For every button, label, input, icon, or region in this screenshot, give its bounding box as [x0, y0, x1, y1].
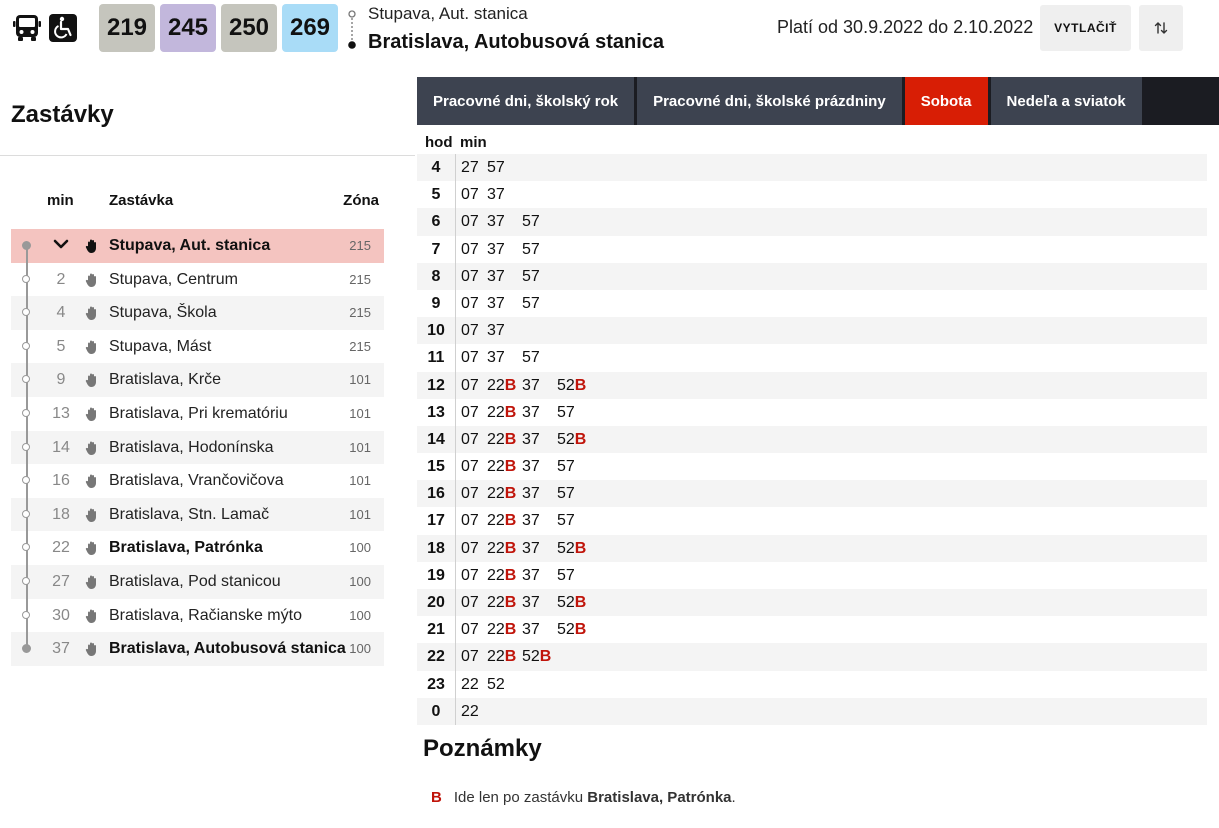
departure-minute[interactable]: 22B	[487, 621, 517, 639]
line-badge[interactable]: 269	[282, 4, 338, 52]
wheelchair-icon	[48, 12, 78, 44]
note-text: Ide len po zastávku	[453, 789, 588, 806]
note-marker: B	[504, 376, 517, 394]
stop-row[interactable]	[11, 263, 384, 297]
request-stop-icon	[85, 608, 99, 624]
stop-name: Bratislava, Vrančovičova	[109, 472, 284, 490]
departure-minute[interactable]: 22B	[487, 512, 517, 530]
departure-minute[interactable]: 37	[522, 594, 540, 611]
stop-dot	[22, 308, 30, 316]
departure-minute[interactable]: 37	[522, 403, 540, 421]
validity-period: Platí od 30.9.2022 do 2.10.2022	[777, 17, 1034, 37]
column-separator	[455, 372, 456, 399]
stop-zone: 215	[349, 338, 371, 354]
departure-minute[interactable]: 37	[522, 485, 540, 503]
hour-cell: 16	[427, 485, 445, 503]
stop-minute: 13	[52, 404, 70, 422]
stop-row[interactable]	[11, 431, 384, 465]
minutes-cell	[461, 344, 557, 371]
stop-row[interactable]	[11, 363, 384, 397]
minutes-cell	[461, 671, 522, 698]
stop-dot	[22, 409, 30, 417]
stop-name: Stupava, Škola	[109, 304, 217, 322]
stop-dot	[22, 543, 30, 551]
timetable-row	[417, 589, 1207, 616]
minutes-cell	[461, 154, 522, 181]
line-badge[interactable]: 250	[221, 4, 277, 52]
minutes-cell	[461, 535, 592, 562]
departure-minute[interactable]: 52B	[557, 376, 587, 394]
line-badges	[99, 4, 338, 52]
col-zone: Zóna	[343, 192, 379, 209]
minutes-cell	[461, 507, 592, 534]
minutes-cell	[461, 589, 592, 616]
departure-minute[interactable]: 52B	[522, 648, 552, 666]
note-marker: B	[504, 485, 517, 503]
departure-minute[interactable]: 07	[461, 458, 479, 476]
line-badge[interactable]: 245	[160, 4, 216, 52]
column-separator	[455, 453, 456, 480]
departure-minute[interactable]: 07	[461, 213, 479, 231]
divider	[0, 155, 415, 156]
hour-cell: 6	[431, 213, 441, 231]
hour-cell: 23	[427, 675, 445, 693]
timetable-row	[417, 480, 1207, 507]
note-marker: B	[504, 648, 517, 666]
stop-minute: 27	[52, 572, 70, 590]
stop-dot	[22, 476, 30, 484]
departure-minute[interactable]: 22B	[487, 430, 517, 448]
route-to: Bratislava, Autobusová stanica	[368, 31, 665, 53]
hour-cell: 0	[431, 702, 441, 720]
minutes-cell	[461, 263, 557, 290]
stop-dot	[22, 611, 30, 619]
request-stop-icon	[85, 574, 99, 590]
stop-dot	[22, 510, 30, 518]
stop-minute: 2	[56, 270, 66, 288]
request-stop-icon	[85, 540, 99, 556]
minutes-cell	[461, 698, 487, 725]
col-stop: Zastávka	[109, 192, 174, 209]
hour-cell: 13	[427, 403, 445, 421]
note-marker: B	[574, 594, 587, 611]
departure-minute[interactable]: 22B	[487, 485, 517, 503]
stop-row[interactable]	[11, 330, 384, 364]
stop-zone: 101	[349, 372, 371, 388]
departure-minute[interactable]: 57	[522, 267, 540, 285]
departure-minute[interactable]: 37	[522, 621, 540, 639]
departure-minute[interactable]: 27	[461, 159, 479, 176]
header	[0, 0, 1219, 70]
stop-row[interactable]	[11, 565, 384, 599]
stop-dot	[22, 577, 30, 585]
stop-name: Bratislava, Stn. Lamač	[109, 505, 270, 523]
day-type-tabs	[417, 77, 1219, 125]
stop-zone: 101	[349, 439, 371, 455]
departure-minute[interactable]: 37	[487, 186, 505, 204]
column-separator	[455, 263, 456, 290]
print-button[interactable]: VYTLAČIŤ	[1040, 5, 1131, 51]
stop-dot	[22, 342, 30, 350]
stops-table-header	[11, 192, 384, 212]
note-marker: B	[504, 430, 517, 448]
request-stop-icon	[85, 339, 99, 355]
stop-zone: 101	[349, 473, 371, 489]
stop-zone: 215	[349, 271, 371, 287]
hour-cell: 18	[427, 539, 445, 557]
minutes-cell	[461, 426, 592, 453]
departure-minute[interactable]: 07	[461, 539, 479, 557]
tab[interactable]: Sobota	[905, 77, 988, 125]
hour-cell: 10	[427, 322, 445, 340]
hour-cell: 21	[427, 621, 445, 639]
hour-cell: 7	[431, 240, 441, 258]
request-stop-icon	[85, 440, 99, 456]
note-marker: B	[504, 566, 517, 584]
hour-cell: 8	[431, 267, 441, 285]
timetable-row	[417, 616, 1207, 643]
column-separator	[455, 154, 456, 181]
departure-minute[interactable]: 22B	[487, 566, 517, 584]
departure-minute[interactable]: 07	[461, 322, 479, 340]
departure-minute[interactable]: 07	[461, 594, 479, 611]
column-separator	[455, 208, 456, 235]
note-marker: B	[574, 621, 587, 639]
minutes-cell	[461, 372, 592, 399]
bus-icon	[12, 12, 42, 44]
note-marker: B	[504, 458, 517, 476]
stop-row[interactable]	[11, 531, 384, 565]
stop-dot	[22, 275, 30, 283]
stop-name: Bratislava, Hodonínska	[109, 438, 274, 456]
column-separator	[455, 589, 456, 616]
stop-minute: 30	[52, 606, 70, 624]
departure-minute[interactable]: 07	[461, 430, 479, 448]
hour-cell: 14	[427, 430, 445, 448]
col-hour: hod	[425, 134, 453, 151]
note-marker: B	[504, 403, 517, 421]
request-stop-icon	[85, 238, 99, 254]
departure-minute[interactable]: 37	[487, 349, 505, 367]
note-item	[431, 789, 736, 806]
departure-minute[interactable]: 07	[461, 186, 479, 204]
request-stop-icon	[85, 372, 99, 388]
stop-zone: 100	[349, 573, 371, 589]
column-separator	[455, 426, 456, 453]
route-from: Stupava, Aut. stanica	[368, 4, 528, 23]
timetable-row	[417, 263, 1207, 290]
note-marker: B	[504, 621, 517, 639]
swap-direction-icon	[1154, 21, 1168, 35]
hour-cell: 15	[427, 458, 445, 476]
departure-minute[interactable]: 07	[461, 240, 479, 258]
stop-zone: 100	[349, 607, 371, 623]
stop-name: Bratislava, Patrónka	[109, 539, 263, 557]
timetable-row	[417, 535, 1207, 562]
stop-dot	[22, 443, 30, 451]
column-separator	[455, 671, 456, 698]
timetable-row	[417, 236, 1207, 263]
timetable-row	[417, 507, 1207, 534]
minutes-cell	[461, 616, 592, 643]
note-marker: B	[504, 512, 517, 530]
minutes-cell	[461, 317, 522, 344]
swap-direction-button[interactable]	[1139, 5, 1183, 51]
hour-cell: 22	[427, 648, 445, 666]
departure-minute[interactable]: 07	[461, 485, 479, 503]
column-separator	[455, 480, 456, 507]
stop-name: Bratislava, Pri krematóriu	[109, 404, 288, 422]
note-key: B	[431, 789, 442, 806]
column-separator	[455, 616, 456, 643]
minutes-cell	[461, 562, 592, 589]
stop-dot	[22, 375, 30, 383]
column-separator	[455, 344, 456, 371]
timetable-row	[417, 181, 1207, 208]
timetable-row	[417, 290, 1207, 317]
minutes-cell	[461, 290, 557, 317]
stop-name: Bratislava, Krče	[109, 371, 222, 389]
departure-minute[interactable]: 37	[522, 458, 540, 476]
departure-minute[interactable]: 57	[557, 485, 575, 503]
departure-minute[interactable]: 57	[522, 294, 540, 312]
route-line-icon	[346, 9, 358, 51]
column-separator	[455, 562, 456, 589]
stop-minute: 22	[52, 539, 70, 557]
column-separator	[455, 507, 456, 534]
departure-minute[interactable]: 07	[461, 376, 479, 394]
stop-zone: 215	[349, 238, 371, 253]
stop-name: Stupava, Aut. stanica	[109, 237, 271, 254]
stop-dot	[22, 241, 31, 250]
stop-row[interactable]	[11, 464, 384, 498]
timetable-row	[417, 317, 1207, 344]
note-marker: B	[574, 539, 587, 557]
note-marker: B	[504, 539, 517, 557]
timetable-row	[417, 698, 1207, 725]
request-stop-icon	[85, 305, 99, 321]
departure-minute[interactable]: 37	[522, 512, 540, 530]
stop-minute: 4	[56, 304, 66, 322]
stop-name: Stupava, Mást	[109, 337, 212, 355]
departure-minute[interactable]: 22B	[487, 648, 517, 666]
stop-row[interactable]	[11, 632, 384, 666]
minutes-cell	[461, 399, 592, 426]
hour-cell: 5	[431, 186, 441, 204]
departure-minute[interactable]: 07	[461, 648, 479, 666]
departure-minute[interactable]: 52B	[557, 594, 587, 611]
request-stop-icon	[85, 406, 99, 422]
stops-title: Zastávky	[11, 101, 114, 128]
stop-zone: 101	[349, 506, 371, 522]
departure-minute[interactable]: 37	[487, 267, 505, 285]
hour-cell: 12	[427, 376, 445, 394]
chevron-down-icon[interactable]	[53, 238, 69, 250]
stop-minute: 14	[52, 438, 70, 456]
timetable-header	[417, 131, 1207, 153]
stop-dot	[22, 644, 31, 653]
col-min: min	[47, 192, 74, 209]
timetable-row	[417, 154, 1207, 181]
timetable	[417, 154, 1207, 725]
departure-minute[interactable]: 07	[461, 403, 479, 421]
minutes-cell	[461, 480, 592, 507]
stop-name: Bratislava, Autobusová stanica	[109, 640, 346, 658]
departure-minute[interactable]: 22B	[487, 376, 517, 394]
departure-minute[interactable]: 52B	[557, 621, 587, 639]
departure-minute[interactable]: 57	[487, 159, 505, 176]
stop-name: Stupava, Centrum	[109, 270, 238, 288]
request-stop-icon	[85, 473, 99, 489]
stop-minute: 16	[52, 472, 70, 490]
stop-row[interactable]	[11, 296, 384, 330]
timetable-row	[417, 399, 1207, 426]
stop-row[interactable]	[11, 397, 384, 431]
column-separator	[455, 643, 456, 670]
stop-minute: 18	[52, 505, 70, 523]
stop-zone: 101	[349, 405, 371, 421]
hour-cell: 9	[431, 294, 441, 312]
note-marker: B	[574, 376, 587, 394]
departure-minute[interactable]: 22B	[487, 458, 517, 476]
column-separator	[455, 698, 456, 725]
departure-minute[interactable]: 37	[487, 240, 505, 258]
departure-minute[interactable]: 07	[461, 294, 479, 312]
stop-row[interactable]	[11, 498, 384, 532]
minutes-cell	[461, 453, 592, 480]
tab[interactable]: Pracovné dni, školské prázdniny	[637, 77, 902, 125]
departure-minute[interactable]: 22B	[487, 539, 517, 557]
departure-minute[interactable]: 07	[461, 566, 479, 584]
minutes-cell	[461, 236, 557, 263]
timetable-row	[417, 372, 1207, 399]
stop-minute: 5	[56, 337, 66, 355]
departure-minute[interactable]: 37	[487, 322, 505, 340]
timetable-row	[417, 208, 1207, 235]
stops-list	[11, 229, 384, 666]
request-stop-icon	[85, 272, 99, 288]
departure-minute[interactable]: 22	[461, 702, 479, 720]
departure-minute[interactable]: 52B	[557, 430, 587, 448]
hour-cell: 19	[427, 566, 445, 584]
departure-minute[interactable]: 22	[461, 675, 479, 693]
request-stop-icon	[85, 507, 99, 523]
departure-minute[interactable]: 37	[522, 566, 540, 584]
mode-icons	[12, 12, 78, 44]
line-badge[interactable]: 219	[99, 4, 155, 52]
hour-cell: 11	[427, 349, 445, 367]
hour-cell: 20	[427, 594, 445, 611]
departure-minute[interactable]: 52	[487, 675, 505, 693]
departure-minute[interactable]: 57	[522, 213, 540, 231]
stop-zone: 100	[349, 641, 371, 657]
hour-cell: 4	[431, 159, 441, 176]
departure-minute[interactable]: 07	[461, 267, 479, 285]
departure-minute[interactable]: 57	[522, 240, 540, 258]
note-marker: B	[504, 594, 517, 611]
col-minutes: min	[460, 134, 487, 151]
notes-title: Poznámky	[423, 735, 542, 762]
stop-row[interactable]	[11, 229, 384, 263]
note-marker: B	[574, 430, 587, 448]
departure-minute[interactable]: 57	[557, 512, 575, 530]
note-marker: B	[539, 648, 552, 666]
stop-minute: 9	[56, 371, 66, 389]
request-stop-icon	[85, 641, 99, 657]
column-separator	[455, 181, 456, 208]
departure-minute[interactable]: 37	[522, 539, 540, 557]
column-separator	[455, 290, 456, 317]
column-separator	[455, 317, 456, 344]
stop-minute: 37	[52, 640, 70, 658]
departure-minute[interactable]: 57	[557, 458, 575, 476]
minutes-cell	[461, 181, 522, 208]
note-end: .	[731, 789, 736, 806]
departure-minute[interactable]: 37	[487, 213, 505, 231]
departure-minute[interactable]: 52B	[557, 539, 587, 557]
minutes-cell	[461, 208, 557, 235]
departure-minute[interactable]: 37	[522, 376, 540, 394]
departure-minute[interactable]: 57	[557, 566, 575, 584]
column-separator	[455, 236, 456, 263]
stop-name: Bratislava, Pod stanicou	[109, 572, 281, 590]
tab[interactable]: Nedeľa a sviatok	[991, 77, 1142, 125]
stop-zone: 215	[349, 305, 371, 321]
stop-zone: 100	[349, 540, 371, 556]
column-separator	[455, 399, 456, 426]
timetable-row	[417, 426, 1207, 453]
timetable-row	[417, 344, 1207, 371]
departure-minute[interactable]: 22B	[487, 403, 517, 421]
departure-minute[interactable]: 37	[522, 430, 540, 448]
column-separator	[455, 535, 456, 562]
timetable-row	[417, 643, 1207, 670]
timetable-row	[417, 562, 1207, 589]
stop-name: Bratislava, Račianske mýto	[109, 606, 302, 624]
timetable-row	[417, 671, 1207, 698]
tab[interactable]: Pracovné dni, školský rok	[417, 77, 634, 125]
departure-minute[interactable]: 07	[461, 621, 479, 639]
departure-minute[interactable]: 37	[487, 294, 505, 312]
departure-minute[interactable]: 57	[557, 403, 575, 421]
note-stop: Bratislava, Patrónka	[587, 789, 732, 806]
timetable-row	[417, 453, 1207, 480]
minutes-cell	[461, 643, 557, 670]
departure-minute[interactable]: 22B	[487, 594, 517, 611]
stop-row[interactable]	[11, 599, 384, 633]
departure-minute[interactable]: 07	[461, 512, 479, 530]
departure-minute[interactable]: 07	[461, 349, 479, 367]
hour-cell: 17	[427, 512, 445, 530]
departure-minute[interactable]: 57	[522, 349, 540, 367]
